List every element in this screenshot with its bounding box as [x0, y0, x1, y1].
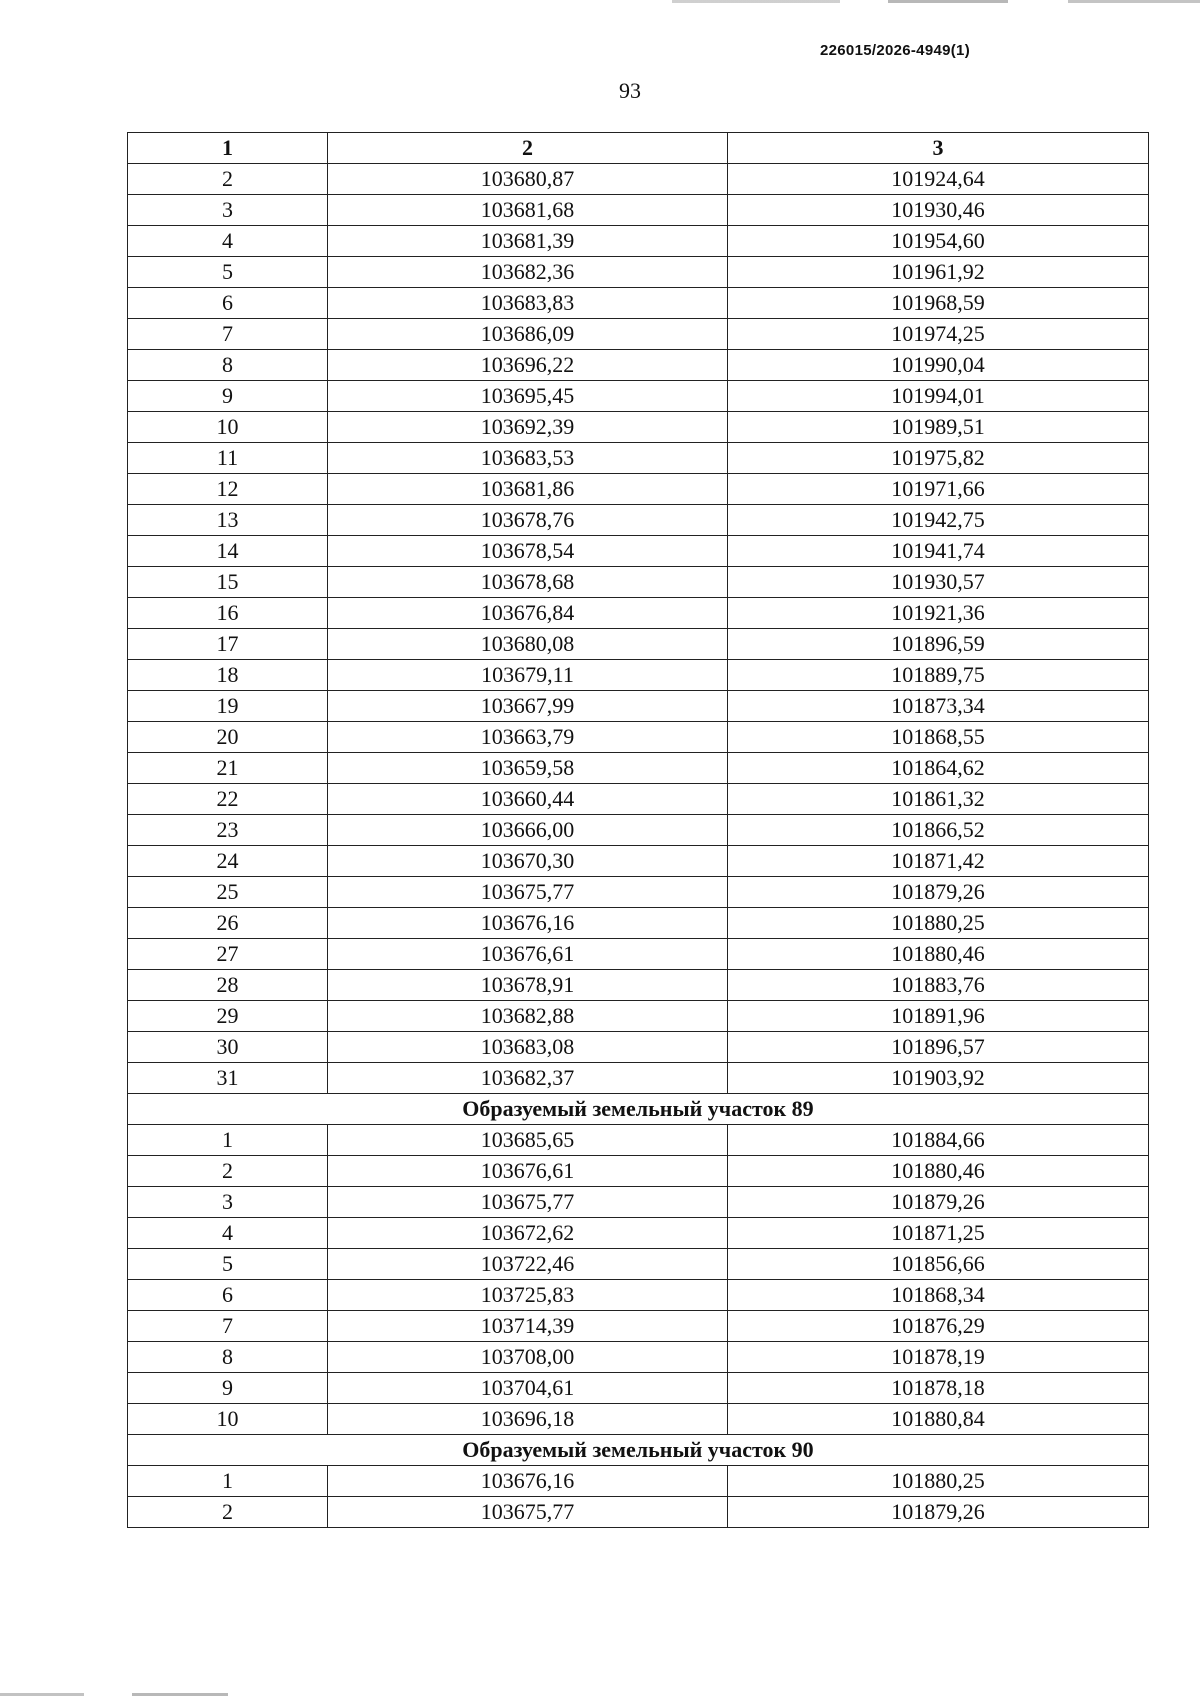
coordinate-x-cell: 103683,83: [328, 288, 728, 319]
coordinate-x-cell: 103681,39: [328, 226, 728, 257]
coordinate-x-cell: 103666,00: [328, 815, 728, 846]
table-row: [128, 1497, 1149, 1528]
coordinate-y-cell: 101878,18: [728, 1373, 1149, 1404]
point-number-cell: 16: [128, 598, 328, 629]
point-number-cell: 5: [128, 257, 328, 288]
point-number-cell: 23: [128, 815, 328, 846]
point-number-cell: 22: [128, 784, 328, 815]
coordinate-x-cell: 103675,77: [328, 1497, 728, 1528]
section-row: [128, 1435, 1149, 1466]
scan-edge-bottom: [0, 1693, 1200, 1696]
coordinate-y-cell: 101896,59: [728, 629, 1149, 660]
point-number-cell: 1: [128, 1125, 328, 1156]
point-number-cell: 25: [128, 877, 328, 908]
coordinate-x-cell: 103663,79: [328, 722, 728, 753]
coordinate-y-cell: 101880,46: [728, 939, 1149, 970]
point-number-cell: 12: [128, 474, 328, 505]
coordinate-x-cell: 103678,76: [328, 505, 728, 536]
section-title: Образуемый земельный участок 90: [128, 1435, 1149, 1466]
table-row: [128, 939, 1149, 970]
coordinate-x-cell: 103696,18: [328, 1404, 728, 1435]
coordinate-x-cell: 103725,83: [328, 1280, 728, 1311]
table-row: [128, 226, 1149, 257]
section-row: [128, 1094, 1149, 1125]
coordinate-x-cell: 103672,62: [328, 1218, 728, 1249]
table-row: [128, 1404, 1149, 1435]
point-number-cell: 24: [128, 846, 328, 877]
coordinate-y-cell: 101990,04: [728, 350, 1149, 381]
coordinate-x-cell: 103676,61: [328, 1156, 728, 1187]
coordinate-y-cell: 101868,34: [728, 1280, 1149, 1311]
table-row: [128, 1001, 1149, 1032]
coordinate-y-cell: 101954,60: [728, 226, 1149, 257]
coordinate-x-cell: 103704,61: [328, 1373, 728, 1404]
point-number-cell: 1: [128, 1466, 328, 1497]
coordinate-y-cell: 101866,52: [728, 815, 1149, 846]
coordinate-y-cell: 101879,26: [728, 1187, 1149, 1218]
point-number-cell: 19: [128, 691, 328, 722]
table-row: [128, 1125, 1149, 1156]
coordinate-x-cell: 103692,39: [328, 412, 728, 443]
coordinate-x-cell: 103685,65: [328, 1125, 728, 1156]
point-number-cell: 9: [128, 381, 328, 412]
table-row: [128, 1280, 1149, 1311]
coordinate-x-cell: 103680,87: [328, 164, 728, 195]
point-number-cell: 27: [128, 939, 328, 970]
coordinate-x-cell: 103714,39: [328, 1311, 728, 1342]
coordinate-x-cell: 103678,91: [328, 970, 728, 1001]
point-number-cell: 8: [128, 350, 328, 381]
point-number-cell: 29: [128, 1001, 328, 1032]
coordinate-x-cell: 103681,68: [328, 195, 728, 226]
table-row: [128, 505, 1149, 536]
coordinate-x-cell: 103683,53: [328, 443, 728, 474]
point-number-cell: 4: [128, 226, 328, 257]
coordinate-x-cell: 103679,11: [328, 660, 728, 691]
coordinate-y-cell: 101930,57: [728, 567, 1149, 598]
point-number-cell: 28: [128, 970, 328, 1001]
table-row: [128, 164, 1149, 195]
coordinate-x-cell: 103681,86: [328, 474, 728, 505]
point-number-cell: 17: [128, 629, 328, 660]
coordinate-y-cell: 101879,26: [728, 877, 1149, 908]
point-number-cell: 5: [128, 1249, 328, 1280]
point-number-cell: 15: [128, 567, 328, 598]
table-row: [128, 877, 1149, 908]
point-number-cell: 9: [128, 1373, 328, 1404]
coordinate-x-cell: 103683,08: [328, 1032, 728, 1063]
coordinate-x-cell: 103659,58: [328, 753, 728, 784]
coordinate-y-cell: 101974,25: [728, 319, 1149, 350]
coordinate-x-cell: 103678,54: [328, 536, 728, 567]
coordinate-x-cell: 103676,84: [328, 598, 728, 629]
coordinate-x-cell: 103696,22: [328, 350, 728, 381]
table-row: [128, 1466, 1149, 1497]
coordinate-x-cell: 103686,09: [328, 319, 728, 350]
table-row: [128, 1218, 1149, 1249]
coordinate-y-cell: 101989,51: [728, 412, 1149, 443]
point-number-cell: 10: [128, 1404, 328, 1435]
coordinate-y-cell: 101878,19: [728, 1342, 1149, 1373]
coordinate-x-cell: 103682,37: [328, 1063, 728, 1094]
coordinate-y-cell: 101880,25: [728, 1466, 1149, 1497]
coordinate-x-cell: 103678,68: [328, 567, 728, 598]
coordinate-y-cell: 101871,25: [728, 1218, 1149, 1249]
coordinate-x-cell: 103708,00: [328, 1342, 728, 1373]
coordinate-x-cell: 103682,36: [328, 257, 728, 288]
coordinate-y-cell: 101896,57: [728, 1032, 1149, 1063]
table-row: [128, 319, 1149, 350]
table-row: [128, 722, 1149, 753]
point-number-cell: 4: [128, 1218, 328, 1249]
coordinate-y-cell: 101941,74: [728, 536, 1149, 567]
coordinate-y-cell: 101880,46: [728, 1156, 1149, 1187]
table-row: [128, 536, 1149, 567]
coordinate-x-cell: 103675,77: [328, 877, 728, 908]
point-number-cell: 2: [128, 1156, 328, 1187]
table-row: [128, 691, 1149, 722]
table-row: [128, 815, 1149, 846]
coordinate-y-cell: 101879,26: [728, 1497, 1149, 1528]
table-row: [128, 1342, 1149, 1373]
point-number-cell: 8: [128, 1342, 328, 1373]
coordinate-x-cell: 103722,46: [328, 1249, 728, 1280]
table-row: [128, 1032, 1149, 1063]
table-row: [128, 1063, 1149, 1094]
scan-edge-top: [0, 0, 1200, 3]
table-row: [128, 1373, 1149, 1404]
coordinate-y-cell: 101921,36: [728, 598, 1149, 629]
coordinate-y-cell: 101876,29: [728, 1311, 1149, 1342]
table-row: [128, 474, 1149, 505]
table-row: [128, 629, 1149, 660]
point-number-cell: 31: [128, 1063, 328, 1094]
table-row: [128, 970, 1149, 1001]
point-number-cell: 3: [128, 1187, 328, 1218]
point-number-cell: 3: [128, 195, 328, 226]
table-row: [128, 908, 1149, 939]
point-number-cell: 20: [128, 722, 328, 753]
point-number-cell: 18: [128, 660, 328, 691]
coordinate-y-cell: 101868,55: [728, 722, 1149, 753]
point-number-cell: 10: [128, 412, 328, 443]
coordinate-y-cell: 101975,82: [728, 443, 1149, 474]
point-number-cell: 30: [128, 1032, 328, 1063]
point-number-cell: 2: [128, 164, 328, 195]
table-row: [128, 846, 1149, 877]
coordinate-y-cell: 101864,62: [728, 753, 1149, 784]
coordinate-y-cell: 101971,66: [728, 474, 1149, 505]
point-number-cell: 6: [128, 288, 328, 319]
table-row: [128, 288, 1149, 319]
coordinate-x-cell: 103660,44: [328, 784, 728, 815]
point-number-cell: 21: [128, 753, 328, 784]
point-number-cell: 26: [128, 908, 328, 939]
table-row: [128, 257, 1149, 288]
coordinate-y-cell: 101889,75: [728, 660, 1149, 691]
coordinate-x-cell: 103667,99: [328, 691, 728, 722]
coordinate-y-cell: 101884,66: [728, 1125, 1149, 1156]
table-row: [128, 1311, 1149, 1342]
coordinate-y-cell: 101871,42: [728, 846, 1149, 877]
coordinate-y-cell: 101968,59: [728, 288, 1149, 319]
coordinate-x-cell: 103680,08: [328, 629, 728, 660]
coordinate-y-cell: 101924,64: [728, 164, 1149, 195]
table-row: [128, 195, 1149, 226]
coordinate-y-cell: 101961,92: [728, 257, 1149, 288]
coordinate-y-cell: 101903,92: [728, 1063, 1149, 1094]
coordinate-x-cell: 103676,16: [328, 1466, 728, 1497]
document-code: 226015/2026-4949(1): [820, 42, 970, 59]
point-number-cell: 11: [128, 443, 328, 474]
table-body: [128, 164, 1149, 1528]
coordinate-y-cell: 101861,32: [728, 784, 1149, 815]
point-number-cell: 7: [128, 1311, 328, 1342]
coordinate-y-cell: 101994,01: [728, 381, 1149, 412]
column-header-1: 1: [128, 133, 328, 164]
coordinates-table: [127, 132, 1149, 1528]
coordinate-y-cell: 101942,75: [728, 505, 1149, 536]
table-row: [128, 784, 1149, 815]
table-row: [128, 381, 1149, 412]
coordinate-y-cell: 101891,96: [728, 1001, 1149, 1032]
point-number-cell: 2: [128, 1497, 328, 1528]
column-header-3: 3: [728, 133, 1149, 164]
coordinate-y-cell: 101930,46: [728, 195, 1149, 226]
coordinate-y-cell: 101883,76: [728, 970, 1149, 1001]
coordinate-x-cell: 103670,30: [328, 846, 728, 877]
coordinate-x-cell: 103676,16: [328, 908, 728, 939]
section-title: Образуемый земельный участок 89: [128, 1094, 1149, 1125]
coordinate-y-cell: 101880,25: [728, 908, 1149, 939]
coordinate-y-cell: 101856,66: [728, 1249, 1149, 1280]
table-row: [128, 753, 1149, 784]
page-number: 93: [619, 78, 641, 103]
coordinate-x-cell: 103675,77: [328, 1187, 728, 1218]
table-row: [128, 443, 1149, 474]
table-row: [128, 350, 1149, 381]
table-header-row: [128, 133, 1149, 164]
column-header-2: 2: [328, 133, 728, 164]
table-row: [128, 598, 1149, 629]
point-number-cell: 7: [128, 319, 328, 350]
point-number-cell: 14: [128, 536, 328, 567]
table-row: [128, 660, 1149, 691]
point-number-cell: 13: [128, 505, 328, 536]
table-row: [128, 1249, 1149, 1280]
coordinate-x-cell: 103695,45: [328, 381, 728, 412]
table-row: [128, 1156, 1149, 1187]
coordinate-x-cell: 103676,61: [328, 939, 728, 970]
table-row: [128, 567, 1149, 598]
point-number-cell: 6: [128, 1280, 328, 1311]
coordinate-y-cell: 101873,34: [728, 691, 1149, 722]
table-row: [128, 412, 1149, 443]
coordinate-y-cell: 101880,84: [728, 1404, 1149, 1435]
coordinate-x-cell: 103682,88: [328, 1001, 728, 1032]
table-row: [128, 1187, 1149, 1218]
